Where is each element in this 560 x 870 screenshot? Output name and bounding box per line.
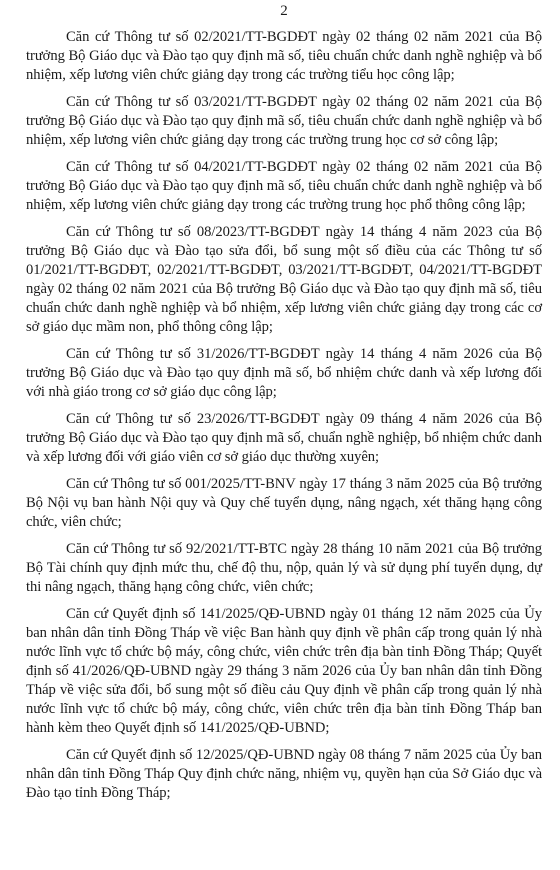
legal-basis-paragraph: Căn cứ Thông tư số 23/2026/TT-BGDĐT ngày 09 tháng 4 năm 2026 của Bộ trưởng Bộ Giáo dục và Đào tạo quy định mã số, chuẩn nghề nghiệp, bổ nhiệm chức danh và xếp lương đối với giáo viên cơ sở giáo dục thường xuyên; xyxy=(26,411,542,465)
legal-basis-paragraph: Căn cứ Thông tư số 04/2021/TT-BGDĐT ngày 02 tháng 02 năm 2021 của Bộ trưởng Bộ Giáo dục và Đào tạo quy định mã số, tiêu chuẩn chức danh nghề nghiệp và bổ nhiệm, xếp lương viên chức giảng dạy trong các trường trung học phổ thông công lập; xyxy=(26,159,542,213)
legal-basis-paragraph: Căn cứ Thông tư số 08/2023/TT-BGDĐT ngày 14 tháng 4 năm 2023 của Bộ trưởng Bộ Giáo dục và Đào tạo sửa đổi, bổ sung một số điều của các Thông tư số 01/2021/TT-BGDĐT, 02/2021/TT-BGDĐT, 03/2021/TT-BGDĐT, 04/2021/TT-BGDĐT ngày 02 tháng 02 năm 2021 của Bộ trưởng Bộ Giáo dục và Đào tạo quy định mã số, tiêu chuẩn chức danh nghề nghiệp và bổ nhiệm, xếp lương viên chức giảng dạy trong các cơ sở giáo dục mầm non, phổ thông công lập; xyxy=(26,224,542,335)
legal-basis-paragraph: Căn cứ Thông tư số 001/2025/TT-BNV ngày 17 tháng 3 năm 2025 của Bộ trưởng Bộ Nội vụ ban hành Nội quy và Quy chế tuyển dụng, nâng ngạch, xét thăng hạng công chức, viên chức; xyxy=(26,476,542,530)
legal-basis-paragraph: Căn cứ Thông tư số 92/2021/TT-BTC ngày 28 tháng 10 năm 2021 của Bộ trưởng Bộ Tài chính quy định mức thu, chế độ thu, nộp, quản lý và sử dụng phí tuyển dụng, dự thi nâng ngạch, thăng hạng công chức, viên chức; xyxy=(26,541,542,595)
legal-basis-paragraph: Căn cứ Quyết định số 141/2025/QĐ-UBND ngày 01 tháng 12 năm 2025 của Ủy ban nhân dân tỉnh Đồng Tháp về việc Ban hành quy định về phân cấp trong quản lý nhà nước lĩnh vực tổ chức bộ máy, công chức, viên chức trên địa bàn tỉnh Đồng Tháp; Quyết định số 41/2026/QĐ-UBND ngày 29 tháng 3 năm 2026 của Ủy ban nhân dân tỉnh Đồng Tháp về việc sửa đổi, bổ sung một số điều cảu Quy định về phân cấp trong quản lý nhà nước lĩnh vực tổ chức bộ máy, công chức, viên chức trên địa bàn tỉnh Đồng Tháp ban hành kèm theo Quyết định số 141/2025/QĐ-UBND; xyxy=(26,606,542,736)
legal-basis-paragraph: Căn cứ Quyết định số 12/2025/QĐ-UBND ngày 08 tháng 7 năm 2025 của Ủy ban nhân dân tỉnh Đồng Tháp Quy định chức năng, nhiệm vụ, quyền hạn của Sở Giáo dục và Đào tạo tỉnh Đồng Tháp; xyxy=(26,747,542,801)
page-number: 2 xyxy=(280,3,288,19)
legal-basis-paragraph: Căn cứ Thông tư số 31/2026/TT-BGDĐT ngày 14 tháng 4 năm 2026 của Bộ trưởng Bộ Giáo dục và Đào tạo quy định mã số, bổ nhiệm chức danh và xếp lương đối với nhà giáo trong cơ sở giáo dục công lập; xyxy=(26,346,542,400)
legal-basis-paragraph: Căn cứ Thông tư số 03/2021/TT-BGDĐT ngày 02 tháng 02 năm 2021 của Bộ trưởng Bộ Giáo dục và Đào tạo quy định mã số, tiêu chuẩn chức danh nghề nghiệp và bổ nhiệm, xếp lương viên chức giảng dạy trong các trường trung học cơ sở công lập; xyxy=(26,94,542,148)
legal-basis-paragraph: Căn cứ Thông tư số 02/2021/TT-BGDĐT ngày 02 tháng 02 năm 2021 của Bộ trưởng Bộ Giáo dục và Đào tạo quy định mã số, tiêu chuẩn chức danh nghề nghiệp và bổ nhiệm, xếp lương viên chức giảng dạy trong các trường tiểu học công lập; xyxy=(26,29,542,83)
